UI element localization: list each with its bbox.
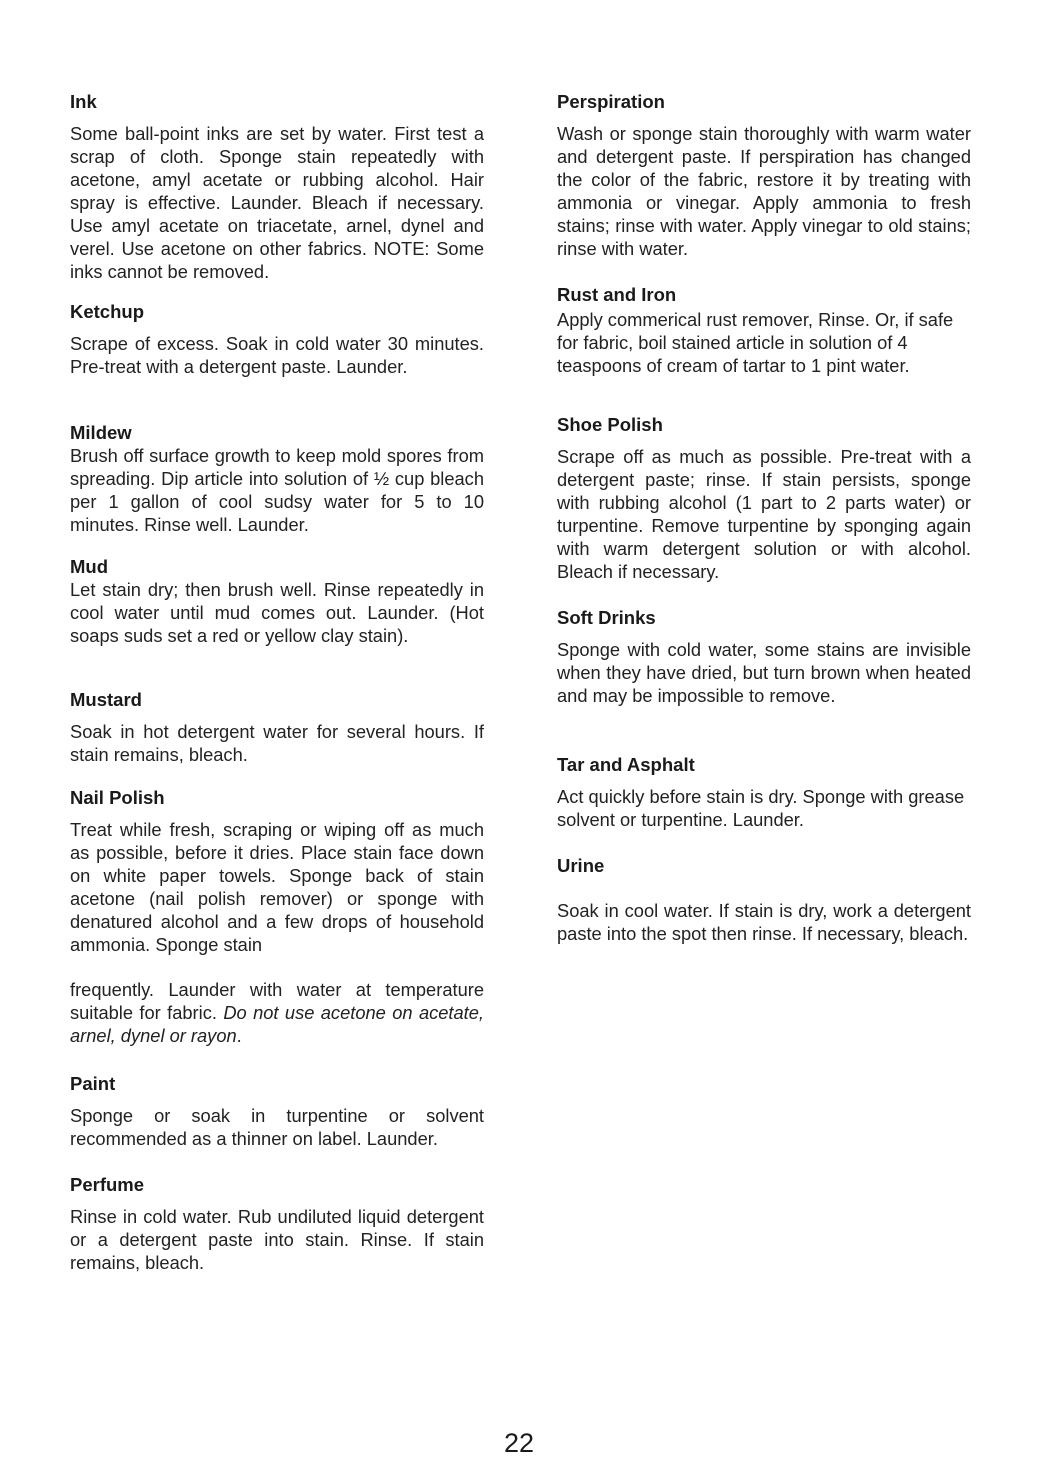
text-regular: frequently. Launder with water at temperature suitable for fabric. [70, 979, 484, 1023]
section-text: Soak in cool water. If stain is dry, work a detergent paste into the spot then rinse. If necessary, bleach. [557, 900, 971, 944]
section-title: Perspiration [557, 91, 665, 112]
section-text: Rinse in cold water. Rub undiluted liquid detergent or a detergent paste into stain. Rinse. If stain remains, bleach. [70, 1206, 484, 1273]
section-title: Rust and Iron [557, 284, 677, 305]
section-ink [70, 90, 484, 283]
section-perspiration [557, 90, 971, 260]
section-tar-asphalt [557, 753, 971, 831]
section-title: Perfume [70, 1174, 145, 1195]
section-text: Some ball-point inks are set by water. First test a scrap of cloth. Sponge stain repeatedly with acetone, amyl acetate or rubbing alcohol. Hair spray is effective. Launder. Bleach if necessary. Use amyl acetate on triacetate, arnel, dynel and verel. Use acetone on other fabrics. NOTE: Some inks cannot be removed. [70, 123, 484, 282]
section-title: Ketchup [70, 301, 144, 322]
section-text: Sponge with cold water, some stains are invisible when they have dried, but turn brown when heated and may be impossible to remove. [557, 639, 971, 706]
section-title: Paint [70, 1073, 116, 1094]
section-text: Apply commerical rust remover, Rinse. Or, if safe for fabric, boil stained article in solution of 4 teaspoons of cream of tartar to 1 pint water. [557, 309, 954, 376]
section-title: Mustard [70, 689, 142, 710]
section-shoe-polish [557, 413, 971, 583]
section-soft-drinks [557, 606, 971, 707]
section-title: Mildew [70, 422, 132, 443]
section-nail-polish [70, 786, 484, 1047]
section-text: Soak in hot detergent water for several hours. If stain remains, bleach. [70, 721, 484, 765]
section-title: Ink [70, 91, 97, 112]
section-text: Let stain dry; then brush well. Rinse repeatedly in cool water until mud comes out. Launder. (Hot soaps suds set a red or yellow clay stain). [70, 579, 484, 646]
section-title: Shoe Polish [557, 414, 663, 435]
section-text: Treat while fresh, scraping or wiping off as much as possible, before it dries. Place stain face down on white paper towels. Sponge back of stain acetone (nail polish remover) or sponge with denatured alcohol and a few drops of household ammonia. Sponge stain [70, 819, 484, 955]
section-title: Soft Drinks [557, 607, 656, 628]
section-title: Nail Polish [70, 787, 165, 808]
section-urine [557, 854, 971, 945]
section-title: Tar and Asphalt [557, 754, 695, 775]
section-perfume [70, 1173, 484, 1274]
page-number: 22 [503, 1428, 535, 1458]
section-mustard [70, 688, 484, 766]
text-italic-note: Do not use acetone on acetate, arnel, dynel or rayon [70, 1002, 484, 1046]
section-ketchup [70, 300, 484, 378]
section-mildew [70, 421, 484, 536]
section-text: Scrape off as much as possible. Pre-treat with a detergent paste; rinse. If stain persists, sponge with rubbing alcohol (1 part to 2 parts water) or turpentine. Remove turpentine by sponging again with warm detergent solution or with alcohol. Bleach if necessary. [557, 446, 971, 582]
section-text: Sponge or soak in turpentine or solvent recommended as a thinner on label. Launder. [70, 1105, 484, 1149]
section-mud [70, 555, 484, 647]
section-text: Act quickly before stain is dry. Sponge with grease solvent or turpentine. Launder. [557, 786, 965, 830]
section-rust-iron [557, 283, 977, 377]
section-title: Urine [557, 855, 605, 876]
section-text: Brush off surface growth to keep mold spores from spreading. Dip article into solution of ½ cup bleach per 1 gallon of cool sudsy water for 5 to 10 minutes. Rinse well. Launder. [70, 445, 484, 535]
section-text-continued: frequently. Launder with water at temperature suitable for fabric. Do not use acetone on acetate, arnel, dynel or rayon. [70, 979, 484, 1046]
section-text: Wash or sponge stain thoroughly with warm water and detergent paste. If perspiration has changed the color of the fabric, restore it by treating with ammonia or vinegar. Apply ammonia to fresh stains; rinse with water. Apply vinegar to old stains; rinse with water. [557, 123, 971, 259]
section-paint [70, 1072, 484, 1150]
section-text: Scrape of excess. Soak in cold water 30 minutes. Pre-treat with a detergent paste. Launder. [70, 333, 484, 377]
section-title: Mud [70, 556, 109, 577]
